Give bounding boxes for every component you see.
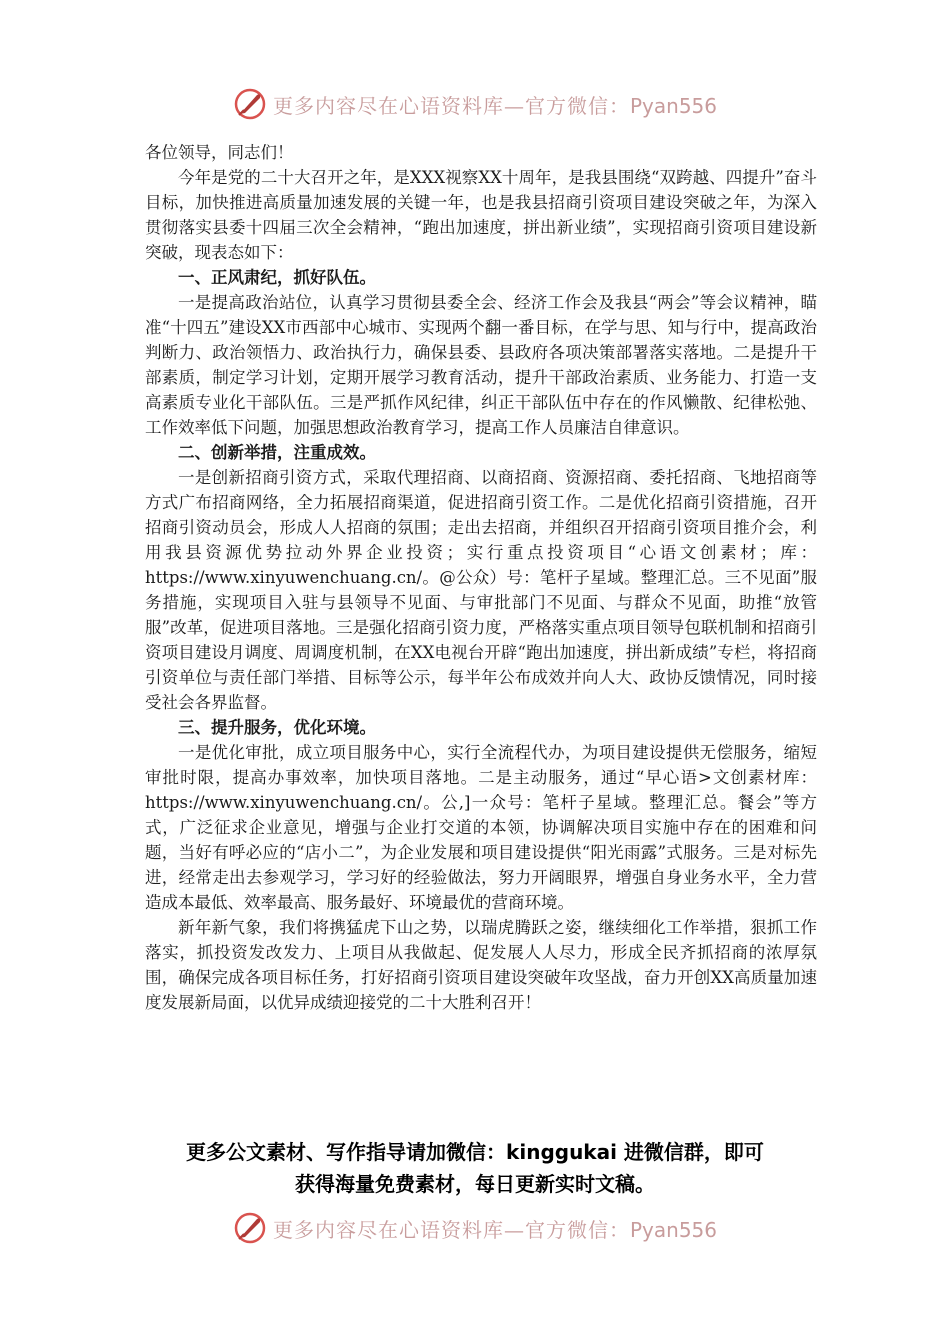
document-body xyxy=(145,140,817,1015)
banner-text xyxy=(273,1214,717,1243)
banner-text xyxy=(273,90,717,119)
section-2-paragraph: 一是创新招商引资方式，采取代理招商、以商招商、资源招商、委托招商、飞地招商等方式广布招商网络，全力拓展招商渠道，促进招商引资工作。二是优化招商引资措施，召开招商引资动员会，形成人人招商的氛围；走出去招商，并组织召开招商引资项目推介会，利用我县资源优势拉动外界企业投资；实行重点投资项目“心语文创素材；库：https://www.xinyuwenchuang.cn/。@公众）号：笔杆子星域。整理汇总。三不见面”服务措施，实现项目入驻与县领导不见面、与审批部门不见面、与群众不见面，助推“放管服”改革，促进项目落地。三是强化招商引资力度，严格落实重点项目领导包联机制和招商引资项目建设月调度、周调度机制，在XX电视台开辟“跑出加速度，拼出新成绩”专栏，将招商引资单位与责任部门举措、目标等公示，每半年公布成效并向人大、政协反馈情况，同时接受社会各界监督。 xyxy=(145,468,817,712)
quill-logo-icon xyxy=(233,1211,267,1245)
banner-handle: Pyan556 xyxy=(629,1217,717,1242)
salutation: 各位领导，同志们！ xyxy=(145,143,294,162)
banner-label: 更多内容尽在心语资料库—官方微信： xyxy=(272,1217,630,1242)
section-3-paragraph: 一是优化审批，成立项目服务中心，实行全流程代办，为项目建设提供无偿服务，缩短审批时限，提高办事效率，加快项目落地。二是主动服务，通过“早心语>文创素材库：https://www.xinyuwenchuang.cn/。公,]一众号：笔杆子星域。整理汇总。餐会”等方式，广泛征求企业意见，增强与企业打交道的本领，协调解决项目实施中存在的困难和问题，当好有呼必应的“店小二”，为企业发展和项目建设提供“阳光雨露”式服务。三是对标先进，经常走出去参观学习，学习好的经验做法，努力开阔眼界，增强自身业务水平，全力营造成本最低、效率最高、服务最好、环境最优的营商环境。 xyxy=(145,743,817,912)
section-1-heading: 一、正风肃纪，抓好队伍。 xyxy=(178,268,376,287)
footer-promo-note xyxy=(120,1136,830,1200)
intro-paragraph: 今年是党的二十大召开之年，是XXX视察XX十周年，是我县围绕“双跨越、四提升”奋斗目标，加快推进高质量加速发展的关键一年，也是我县招商引资项目建设突破之年，为深入贯彻落实县委十四届三次全会精神，“跑出加速度，拼出新业绩”，实现招商引资项目建设新突破，现表态如下： xyxy=(145,168,817,262)
closing-paragraph: 新年新气象，我们将携猛虎下山之势，以瑞虎腾跃之姿，继续细化工作举措，狠抓工作落实，抓投资发改发力、上项目从我做起、促发展人人尽力，形成全民齐抓招商的浓厚氛围，确保完成各项目标任务，打好招商引资项目建设突破年攻坚战，奋力开创XX高质量加速度发展新局面，以优异成绩迎接党的二十大胜利召开！ xyxy=(145,918,817,1012)
section-1-paragraph: 一是提高政治站位，认真学习贯彻县委全会、经济工作会及我县“两会”等会议精神，瞄准“十四五”建设XX市西部中心城市、实现两个翻一番目标，在学与思、知与行中，提高政治判断力、政治领悟力、政治执行力，确保县委、县政府各项决策部署落实落地。二是提升干部素质，制定学习计划，定期开展学习教育活动，提升干部政治素质、业务能力、打造一支高素质专业化干部队伍。三是严抓作风纪律，纠正干部队伍中存在的作风懒散、纪律松弛、工作效率低下问题，加强思想政治教育学习，提高工作人员廉洁自律意识。 xyxy=(145,293,817,437)
footer-banner xyxy=(0,1208,950,1248)
section-2-heading: 二、创新举措，注重成效。 xyxy=(178,443,376,462)
header-banner xyxy=(0,84,950,124)
footer-note-line-2: 获得海量免费素材，每日更新实时文稿。 xyxy=(295,1172,655,1196)
section-3-heading: 三、提升服务，优化环境。 xyxy=(178,718,376,737)
banner-handle: Pyan556 xyxy=(629,93,717,118)
footer-note-line-1: 更多公文素材、写作指导请加微信：kinggukai 进微信群，即可 xyxy=(186,1140,764,1164)
banner-label: 更多内容尽在心语资料库—官方微信： xyxy=(272,93,630,118)
quill-logo-icon xyxy=(233,87,267,121)
